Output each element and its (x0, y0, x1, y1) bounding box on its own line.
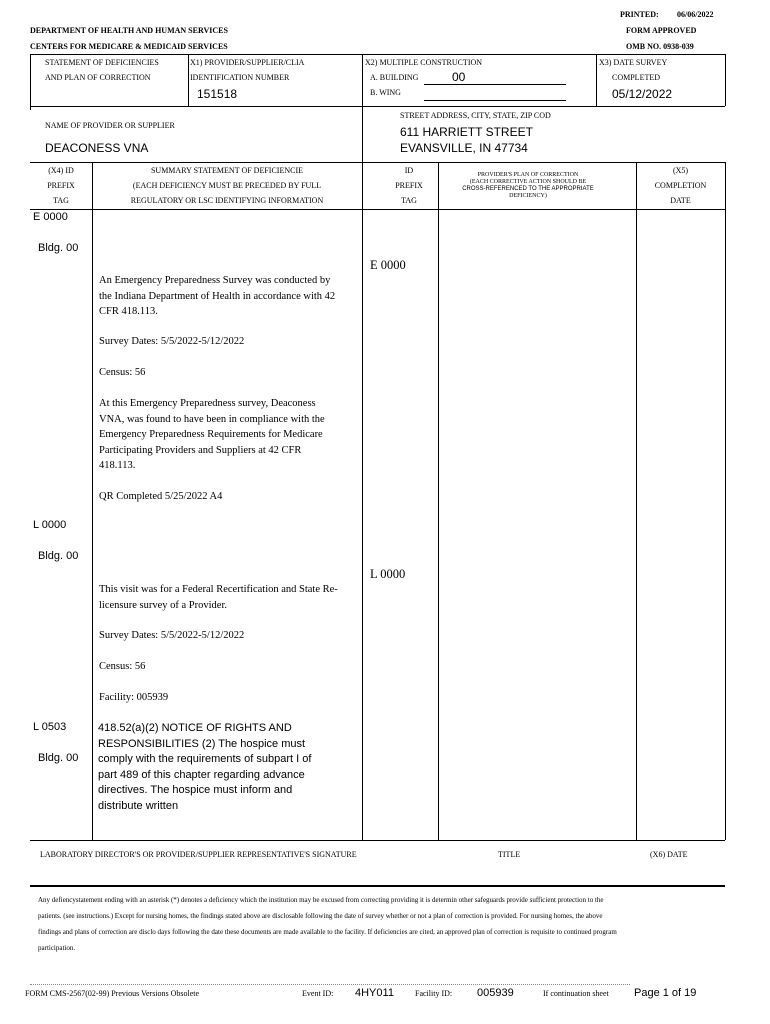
plan-header-2: (EACH CORRECTIVE ACTION SHOULD BE (469, 179, 587, 185)
provider-name-value: DEACONESS VNA (45, 141, 149, 155)
l0503-tag: L 0503 (33, 721, 67, 733)
centers-title: CENTERS FOR MEDICARE & MEDICAID SERVICES (30, 42, 228, 51)
address-city: EVANSVILLE, IN 47734 (400, 141, 528, 155)
l0000-building: Bldg. 00 (38, 550, 79, 562)
address-label: STREET ADDRESS, CITY, STATE, ZIP COD (400, 111, 551, 120)
date-survey-label: X3) DATE SURVEY (599, 58, 668, 67)
x5-header-1: (X5) (672, 166, 689, 175)
signature-label: LABORATORY DIRECTOR'S OR PROVIDER/SUPPLIER REPRESENTATIVE'S SIGNATURE (40, 850, 357, 859)
provider-name-label: NAME OF PROVIDER OR SUPPLIER (45, 121, 175, 130)
provider-id-label: X1) PROVIDER/SUPPLIER/CLIA (190, 58, 305, 67)
address-street: 611 HARRIETT STREET (400, 125, 533, 139)
summary-header-1: SUMMARY STATEMENT OF DEFICIENCIE (150, 166, 304, 175)
x4-header-2: PREFIX (47, 181, 75, 190)
department-title: DEPARTMENT OF HEALTH AND HUMAN SERVICES (30, 26, 228, 35)
l0000-paragraph-4: Facility: 005939 (99, 692, 169, 703)
e0000-paragraph-5: QR Completed 5/25/2022 A4 (99, 491, 223, 502)
id-header-1: ID (404, 166, 414, 175)
l0000-paragraph-2: Survey Dates: 5/5/2022-5/12/2022 (99, 630, 245, 641)
form-number: FORM CMS-2567(02-99) Previous Versions Obsolete (25, 989, 200, 998)
printed-date: 06/06/2022 (677, 10, 714, 19)
page-number: Page 1 of 19 (634, 987, 697, 999)
event-id-label: Event ID: (302, 989, 334, 998)
l0503-building: Bldg. 00 (38, 752, 79, 764)
statement-label: STATEMENT OF DEFICIENCIES (45, 58, 159, 67)
x5-header-3: DATE (670, 196, 691, 205)
printed-label: PRINTED: (620, 10, 659, 19)
continuation-label: If continuation sheet (543, 989, 609, 998)
l0000-tag: L 0000 (33, 519, 67, 531)
plan-header-1: PROVIDER'S PLAN OF CORRECTION (477, 172, 579, 178)
e0000-id: E 0000 (370, 258, 406, 272)
building-label: A. BUILDING (370, 73, 419, 82)
title-label: TITLE (498, 850, 521, 859)
identification-label: IDENTIFICATION NUMBER (190, 73, 290, 82)
e0000-paragraph-1: An Emergency Preparedness Survey was conducted by the Indiana Department of Health in accordance with 42 CFR 418.113. (99, 275, 336, 317)
facility-id-label: Facility ID: (415, 989, 453, 998)
building-value: 00 (452, 70, 466, 84)
omb-number: OMB NO. 0938-039 (626, 42, 694, 51)
id-header-3: TAG (401, 196, 417, 205)
l0000-id: L 0000 (370, 567, 406, 581)
survey-date-value: 05/12/2022 (612, 87, 673, 101)
x5-header-2: COMPLETION (654, 181, 707, 190)
plan-label: AND PLAN OF CORRECTION (45, 73, 151, 82)
x4-header-3: TAG (53, 196, 69, 205)
provider-id-value: 151518 (197, 87, 238, 101)
e0000-paragraph-4: At this Emergency Preparedness survey, Deaconess VNA, was found to have been in compliance with the Emergency Preparedness Requirements for Medicare Participating Providers and Suppliers at 42 CFR 418.113. (99, 398, 325, 471)
wing-label: B. WING (370, 88, 401, 97)
event-id-value: 4HY011 (355, 987, 394, 999)
plan-header-4: DEFICIENCY) (509, 193, 547, 199)
x6-date-label: (X6) DATE (650, 850, 688, 859)
completed-label: COMPLETED (612, 73, 660, 82)
e0000-building: Bldg. 00 (38, 242, 79, 254)
e0000-paragraph-3: Census: 56 (99, 367, 146, 378)
disclaimer-text: Any defiencystatement ending with an asterisk (*) denotes a deficiency which the institution may be excused from correcting providing it is determin other safeguards provide sufficient protection to the patients. (see instructions.) Except for nursing homes, the findings stated above are disclosable following the date of survey whether or not a plan of correction is provided. For nursing homes, the above findings and plans of correction are disclo days following the date these documents are made available to the facility. If deficiencies are cited, an approved plan of correction is requisite to continued program participation. (38, 896, 617, 952)
form-approved: FORM APPROVED (626, 26, 697, 35)
e0000-tag: E 0000 (33, 211, 68, 223)
l0000-paragraph-1: This visit was for a Federal Recertification and State Re-licensure survey of a Provider. (99, 584, 338, 611)
summary-header-3: REGULATORY OR LSC IDENTIFYING INFORMATION (130, 196, 324, 205)
l0000-paragraph-3: Census: 56 (99, 661, 146, 672)
l0503-text: 418.52(a)(2) NOTICE OF RIGHTS AND RESPONSIBILITIES (2) The hospice must comply with the requirements of subpart I of part 489 of this chapter regarding advance directives. The hospice must inform and distribute written (98, 722, 312, 812)
id-header-2: PREFIX (395, 181, 423, 190)
multiple-construction-label: X2) MULTIPLE CONSTRUCTION (365, 58, 483, 67)
summary-header-2: (EACH DEFICIENCY MUST BE PRECEDED BY FULL (132, 181, 322, 190)
plan-header-3: CROSS-REFERENCED TO THE APPROPRIATE (462, 186, 594, 192)
e0000-paragraph-2: Survey Dates: 5/5/2022-5/12/2022 (99, 336, 245, 347)
x4-header-1: (X4) ID (48, 166, 74, 175)
facility-id-value: 005939 (477, 987, 514, 999)
